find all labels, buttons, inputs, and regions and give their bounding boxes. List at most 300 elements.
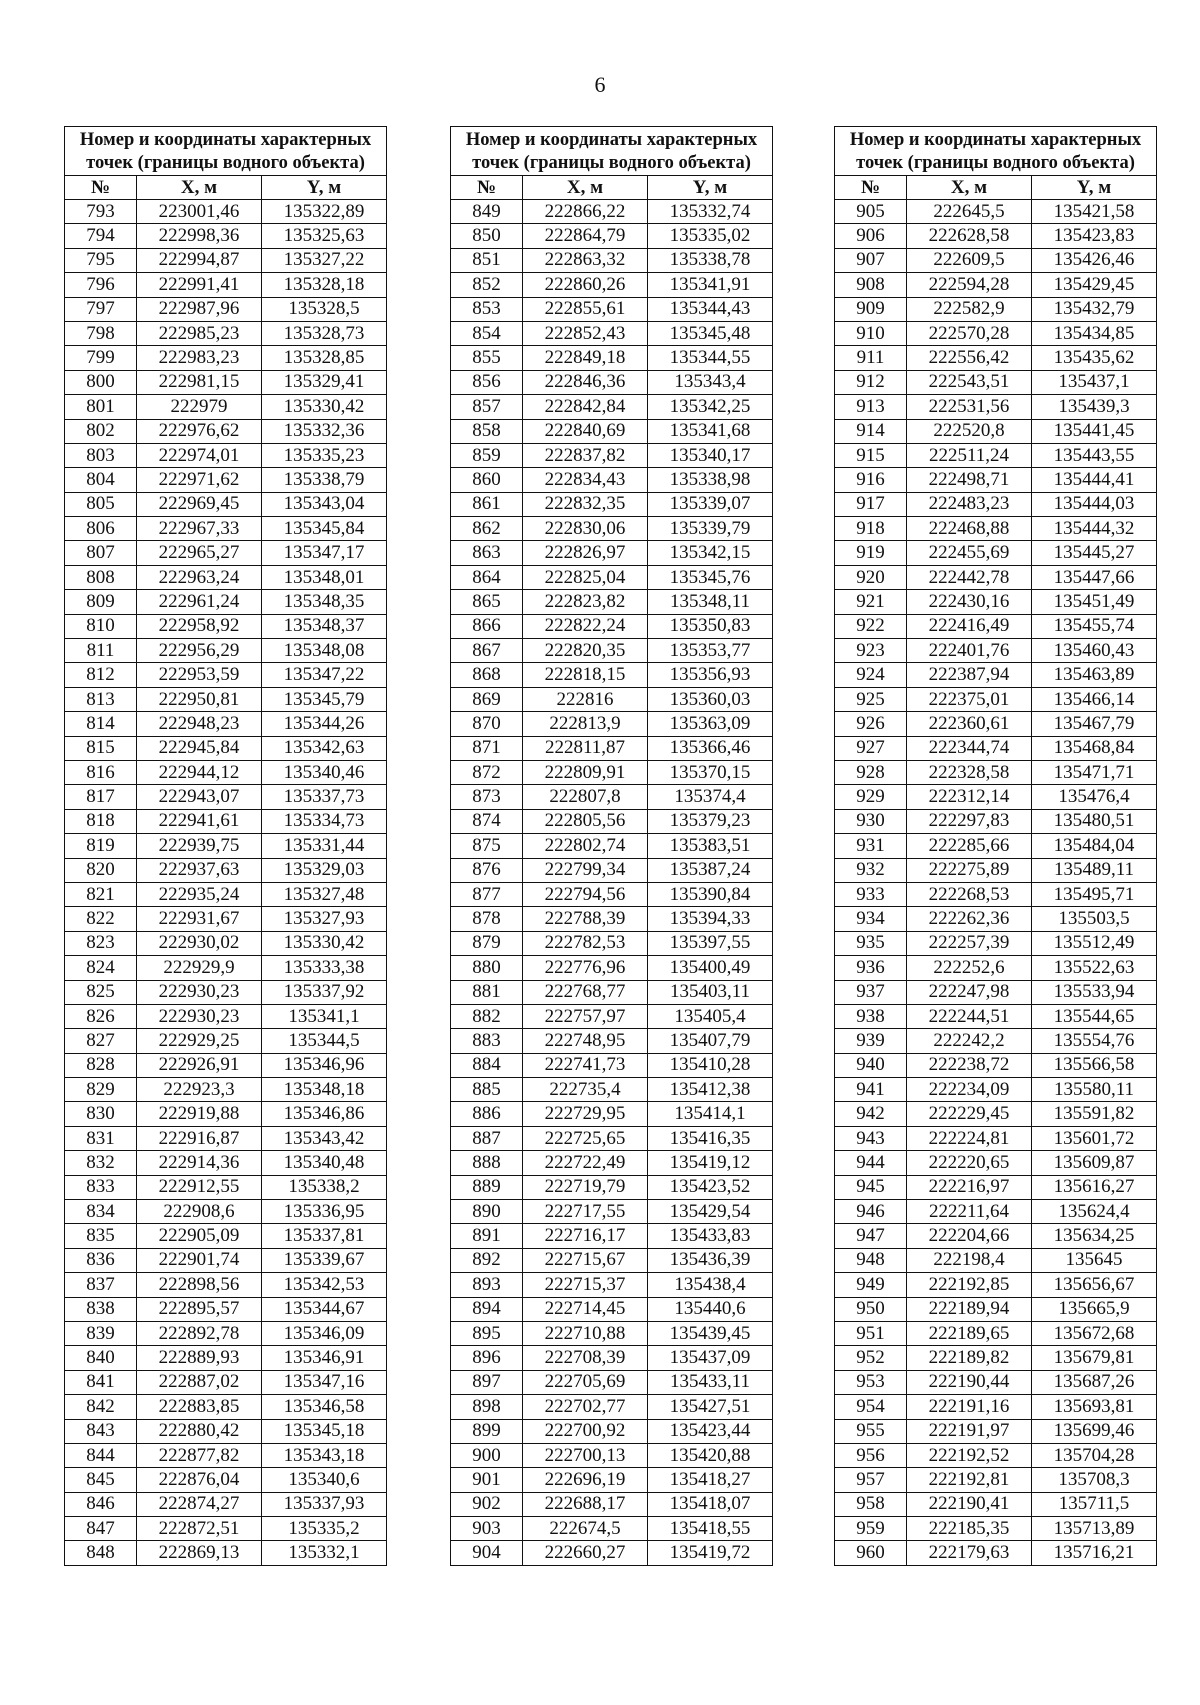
y-coordinate-cell: 135348,35 xyxy=(262,590,387,614)
x-coordinate-cell: 222908,6 xyxy=(137,1200,262,1224)
y-coordinate-cell: 135437,1 xyxy=(1032,370,1157,394)
table-row xyxy=(835,736,1157,760)
x-coordinate-cell: 222788,39 xyxy=(523,907,648,931)
table-row xyxy=(451,639,773,663)
point-number-cell: 946 xyxy=(835,1200,907,1224)
table-title: Номер и координаты характерных точек (границы водного объекта) xyxy=(65,127,387,176)
table-row xyxy=(835,1004,1157,1028)
table-row xyxy=(835,1419,1157,1443)
table-row xyxy=(835,760,1157,784)
x-coordinate-cell: 222877,82 xyxy=(137,1443,262,1467)
y-coordinate-cell: 135340,48 xyxy=(262,1151,387,1175)
y-coordinate-cell: 135338,78 xyxy=(648,248,773,272)
x-coordinate-cell: 222846,36 xyxy=(523,370,648,394)
y-coordinate-cell: 135356,93 xyxy=(648,663,773,687)
x-coordinate-cell: 222809,91 xyxy=(523,760,648,784)
y-coordinate-cell: 135337,81 xyxy=(262,1224,387,1248)
y-coordinate-cell: 135342,25 xyxy=(648,395,773,419)
y-coordinate-cell: 135333,38 xyxy=(262,956,387,980)
x-coordinate-cell: 222191,97 xyxy=(907,1419,1032,1443)
point-number-cell: 799 xyxy=(65,346,137,370)
x-coordinate-cell: 222189,94 xyxy=(907,1297,1032,1321)
y-coordinate-cell: 135616,27 xyxy=(1032,1175,1157,1199)
point-number-cell: 939 xyxy=(835,1029,907,1053)
point-number-cell: 914 xyxy=(835,419,907,443)
column-header-x: X, м xyxy=(907,176,1032,200)
point-number-cell: 800 xyxy=(65,370,137,394)
x-coordinate-cell: 222994,87 xyxy=(137,248,262,272)
x-coordinate-cell: 222674,5 xyxy=(523,1517,648,1541)
y-coordinate-cell: 135451,49 xyxy=(1032,590,1157,614)
page-number: 6 xyxy=(594,72,606,97)
point-number-cell: 876 xyxy=(451,858,523,882)
table-row xyxy=(835,1395,1157,1419)
y-coordinate-cell: 135344,67 xyxy=(262,1297,387,1321)
table-row xyxy=(835,541,1157,565)
y-coordinate-cell: 135329,41 xyxy=(262,370,387,394)
point-number-cell: 908 xyxy=(835,273,907,297)
y-coordinate-cell: 135414,1 xyxy=(648,1102,773,1126)
table-row xyxy=(451,1151,773,1175)
x-coordinate-cell: 222498,71 xyxy=(907,468,1032,492)
x-coordinate-cell: 222832,35 xyxy=(523,492,648,516)
table-row xyxy=(451,1004,773,1028)
table-row xyxy=(65,858,387,882)
table-row xyxy=(835,931,1157,955)
point-number-cell: 926 xyxy=(835,712,907,736)
y-coordinate-cell: 135338,98 xyxy=(648,468,773,492)
point-number-cell: 802 xyxy=(65,419,137,443)
y-coordinate-cell: 135330,42 xyxy=(262,931,387,955)
point-number-cell: 815 xyxy=(65,736,137,760)
table-row xyxy=(835,248,1157,272)
y-coordinate-cell: 135440,6 xyxy=(648,1297,773,1321)
x-coordinate-cell: 222948,23 xyxy=(137,712,262,736)
y-coordinate-cell: 135436,39 xyxy=(648,1248,773,1272)
x-coordinate-cell: 222963,24 xyxy=(137,565,262,589)
point-number-cell: 865 xyxy=(451,590,523,614)
point-number-cell: 831 xyxy=(65,1126,137,1150)
x-coordinate-cell: 222880,42 xyxy=(137,1419,262,1443)
table-row xyxy=(451,760,773,784)
point-number-cell: 843 xyxy=(65,1419,137,1443)
x-coordinate-cell: 222360,61 xyxy=(907,712,1032,736)
table-row xyxy=(835,395,1157,419)
table-row xyxy=(835,517,1157,541)
table-row xyxy=(451,1419,773,1443)
y-coordinate-cell: 135387,24 xyxy=(648,858,773,882)
y-coordinate-cell: 135390,84 xyxy=(648,882,773,906)
table-row xyxy=(65,1004,387,1028)
table-row xyxy=(65,1492,387,1516)
point-number-cell: 912 xyxy=(835,370,907,394)
point-number-cell: 850 xyxy=(451,224,523,248)
y-coordinate-cell: 135433,83 xyxy=(648,1224,773,1248)
coordinates-table xyxy=(450,126,773,1566)
table-row xyxy=(451,736,773,760)
y-coordinate-cell: 135429,45 xyxy=(1032,273,1157,297)
table-row xyxy=(451,1078,773,1102)
x-coordinate-cell: 222929,9 xyxy=(137,956,262,980)
x-coordinate-cell: 222328,58 xyxy=(907,760,1032,784)
x-coordinate-cell: 222262,36 xyxy=(907,907,1032,931)
x-coordinate-cell: 222468,88 xyxy=(907,517,1032,541)
point-number-cell: 794 xyxy=(65,224,137,248)
x-coordinate-cell: 222855,61 xyxy=(523,297,648,321)
y-coordinate-cell: 135340,17 xyxy=(648,443,773,467)
table-row xyxy=(65,1248,387,1272)
point-number-cell: 906 xyxy=(835,224,907,248)
point-number-cell: 839 xyxy=(65,1321,137,1345)
y-coordinate-cell: 135437,09 xyxy=(648,1346,773,1370)
point-number-cell: 907 xyxy=(835,248,907,272)
x-coordinate-cell: 222799,34 xyxy=(523,858,648,882)
y-coordinate-cell: 135679,81 xyxy=(1032,1346,1157,1370)
point-number-cell: 846 xyxy=(65,1492,137,1516)
x-coordinate-cell: 222794,56 xyxy=(523,882,648,906)
point-number-cell: 860 xyxy=(451,468,523,492)
x-coordinate-cell: 222929,25 xyxy=(137,1029,262,1053)
point-number-cell: 868 xyxy=(451,663,523,687)
x-coordinate-cell: 222987,96 xyxy=(137,297,262,321)
x-coordinate-cell: 222442,78 xyxy=(907,565,1032,589)
point-number-cell: 814 xyxy=(65,712,137,736)
table-row xyxy=(835,1126,1157,1150)
point-number-cell: 927 xyxy=(835,736,907,760)
y-coordinate-cell: 135347,16 xyxy=(262,1370,387,1394)
y-coordinate-cell: 135503,5 xyxy=(1032,907,1157,931)
y-coordinate-cell: 135489,11 xyxy=(1032,858,1157,882)
table-row xyxy=(65,370,387,394)
x-coordinate-cell: 222864,79 xyxy=(523,224,648,248)
y-coordinate-cell: 135337,73 xyxy=(262,785,387,809)
y-coordinate-cell: 135341,91 xyxy=(648,273,773,297)
y-coordinate-cell: 135554,76 xyxy=(1032,1029,1157,1053)
table-row xyxy=(835,1468,1157,1492)
table-row xyxy=(835,224,1157,248)
table-row xyxy=(451,1053,773,1077)
table-row xyxy=(451,1224,773,1248)
table-row xyxy=(65,1102,387,1126)
point-number-cell: 869 xyxy=(451,687,523,711)
point-number-cell: 826 xyxy=(65,1004,137,1028)
table-title: Номер и координаты характерных точек (границы водного объекта) xyxy=(835,127,1157,176)
table-row xyxy=(835,443,1157,467)
x-coordinate-cell: 222430,16 xyxy=(907,590,1032,614)
table-row xyxy=(451,907,773,931)
table-row xyxy=(835,1102,1157,1126)
table-row xyxy=(65,1273,387,1297)
x-coordinate-cell: 222229,45 xyxy=(907,1102,1032,1126)
point-number-cell: 937 xyxy=(835,980,907,1004)
x-coordinate-cell: 222748,95 xyxy=(523,1029,648,1053)
point-number-cell: 892 xyxy=(451,1248,523,1272)
x-coordinate-cell: 222811,87 xyxy=(523,736,648,760)
table-row xyxy=(65,956,387,980)
point-number-cell: 816 xyxy=(65,760,137,784)
table-row xyxy=(835,565,1157,589)
table-row xyxy=(835,1517,1157,1541)
table-row xyxy=(65,443,387,467)
y-coordinate-cell: 135419,72 xyxy=(648,1541,773,1565)
x-coordinate-cell: 222818,15 xyxy=(523,663,648,687)
y-coordinate-cell: 135397,55 xyxy=(648,931,773,955)
x-coordinate-cell: 222511,24 xyxy=(907,443,1032,467)
x-coordinate-cell: 222807,8 xyxy=(523,785,648,809)
point-number-cell: 885 xyxy=(451,1078,523,1102)
point-number-cell: 866 xyxy=(451,614,523,638)
y-coordinate-cell: 135342,15 xyxy=(648,541,773,565)
x-coordinate-cell: 222860,26 xyxy=(523,273,648,297)
table-row xyxy=(451,517,773,541)
x-coordinate-cell: 222852,43 xyxy=(523,321,648,345)
table-row xyxy=(451,370,773,394)
y-coordinate-cell: 135342,53 xyxy=(262,1273,387,1297)
table-row xyxy=(65,663,387,687)
point-number-cell: 894 xyxy=(451,1297,523,1321)
table-row xyxy=(65,1297,387,1321)
point-number-cell: 900 xyxy=(451,1443,523,1467)
x-coordinate-cell: 222729,95 xyxy=(523,1102,648,1126)
table-row xyxy=(65,1029,387,1053)
x-coordinate-cell: 222543,51 xyxy=(907,370,1032,394)
x-coordinate-cell: 222190,44 xyxy=(907,1370,1032,1394)
x-coordinate-cell: 222941,61 xyxy=(137,809,262,833)
y-coordinate-cell: 135339,79 xyxy=(648,517,773,541)
x-coordinate-cell: 222242,2 xyxy=(907,1029,1032,1053)
y-coordinate-cell: 135423,52 xyxy=(648,1175,773,1199)
x-coordinate-cell: 222297,83 xyxy=(907,809,1032,833)
y-coordinate-cell: 135418,07 xyxy=(648,1492,773,1516)
x-coordinate-cell: 222609,5 xyxy=(907,248,1032,272)
point-number-cell: 803 xyxy=(65,443,137,467)
x-coordinate-cell: 222971,62 xyxy=(137,468,262,492)
column-header-y: Y, м xyxy=(648,176,773,200)
table-row xyxy=(451,395,773,419)
y-coordinate-cell: 135466,14 xyxy=(1032,687,1157,711)
point-number-cell: 812 xyxy=(65,663,137,687)
point-number-cell: 877 xyxy=(451,882,523,906)
y-coordinate-cell: 135495,71 xyxy=(1032,882,1157,906)
table-row xyxy=(835,1151,1157,1175)
point-number-cell: 872 xyxy=(451,760,523,784)
y-coordinate-cell: 135344,55 xyxy=(648,346,773,370)
x-coordinate-cell: 222985,23 xyxy=(137,321,262,345)
x-coordinate-cell: 222238,72 xyxy=(907,1053,1032,1077)
point-number-cell: 855 xyxy=(451,346,523,370)
y-coordinate-cell: 135347,17 xyxy=(262,541,387,565)
point-number-cell: 857 xyxy=(451,395,523,419)
point-number-cell: 895 xyxy=(451,1321,523,1345)
point-number-cell: 840 xyxy=(65,1346,137,1370)
table-row xyxy=(65,736,387,760)
table-body xyxy=(451,200,773,1566)
table-row xyxy=(451,858,773,882)
point-number-cell: 924 xyxy=(835,663,907,687)
table-row xyxy=(835,639,1157,663)
y-coordinate-cell: 135342,63 xyxy=(262,736,387,760)
table-row xyxy=(65,639,387,663)
y-coordinate-cell: 135656,67 xyxy=(1032,1273,1157,1297)
table-row xyxy=(451,468,773,492)
x-coordinate-cell: 222344,74 xyxy=(907,736,1032,760)
column-header-x: X, м xyxy=(523,176,648,200)
table-row xyxy=(451,1248,773,1272)
point-number-cell: 880 xyxy=(451,956,523,980)
x-coordinate-cell: 222872,51 xyxy=(137,1517,262,1541)
y-coordinate-cell: 135423,44 xyxy=(648,1419,773,1443)
point-number-cell: 805 xyxy=(65,492,137,516)
table-row xyxy=(835,1200,1157,1224)
point-number-cell: 818 xyxy=(65,809,137,833)
x-coordinate-cell: 222923,3 xyxy=(137,1078,262,1102)
x-coordinate-cell: 222401,76 xyxy=(907,639,1032,663)
point-number-cell: 958 xyxy=(835,1492,907,1516)
x-coordinate-cell: 222220,65 xyxy=(907,1151,1032,1175)
y-coordinate-cell: 135360,03 xyxy=(648,687,773,711)
x-coordinate-cell: 222958,92 xyxy=(137,614,262,638)
point-number-cell: 848 xyxy=(65,1541,137,1565)
x-coordinate-cell: 222198,4 xyxy=(907,1248,1032,1272)
table-row xyxy=(835,687,1157,711)
table-row xyxy=(65,1126,387,1150)
y-coordinate-cell: 135439,45 xyxy=(648,1321,773,1345)
point-number-cell: 898 xyxy=(451,1395,523,1419)
y-coordinate-cell: 135713,89 xyxy=(1032,1517,1157,1541)
table-row xyxy=(65,1468,387,1492)
point-number-cell: 851 xyxy=(451,248,523,272)
x-coordinate-cell: 222802,74 xyxy=(523,834,648,858)
x-coordinate-cell: 222826,97 xyxy=(523,541,648,565)
point-number-cell: 835 xyxy=(65,1224,137,1248)
point-number-cell: 948 xyxy=(835,1248,907,1272)
point-number-cell: 836 xyxy=(65,1248,137,1272)
x-coordinate-cell: 222700,92 xyxy=(523,1419,648,1443)
table-row xyxy=(835,273,1157,297)
y-coordinate-cell: 135328,18 xyxy=(262,273,387,297)
x-coordinate-cell: 222741,73 xyxy=(523,1053,648,1077)
x-coordinate-cell: 222830,06 xyxy=(523,517,648,541)
point-number-cell: 928 xyxy=(835,760,907,784)
point-number-cell: 960 xyxy=(835,1541,907,1565)
y-coordinate-cell: 135334,73 xyxy=(262,809,387,833)
x-coordinate-cell: 222979 xyxy=(137,395,262,419)
point-number-cell: 952 xyxy=(835,1346,907,1370)
point-number-cell: 913 xyxy=(835,395,907,419)
point-number-cell: 902 xyxy=(451,1492,523,1516)
x-coordinate-cell: 222840,69 xyxy=(523,419,648,443)
x-coordinate-cell: 222944,12 xyxy=(137,760,262,784)
x-coordinate-cell: 222969,45 xyxy=(137,492,262,516)
point-number-cell: 856 xyxy=(451,370,523,394)
table-row xyxy=(835,370,1157,394)
y-coordinate-cell: 135325,63 xyxy=(262,224,387,248)
column-header-number: № xyxy=(451,176,523,200)
y-coordinate-cell: 135433,11 xyxy=(648,1370,773,1394)
y-coordinate-cell: 135345,76 xyxy=(648,565,773,589)
x-coordinate-cell: 222185,35 xyxy=(907,1517,1032,1541)
x-coordinate-cell: 222912,55 xyxy=(137,1175,262,1199)
point-number-cell: 887 xyxy=(451,1126,523,1150)
y-coordinate-cell: 135350,83 xyxy=(648,614,773,638)
y-coordinate-cell: 135708,3 xyxy=(1032,1468,1157,1492)
table-row xyxy=(451,492,773,516)
y-coordinate-cell: 135330,42 xyxy=(262,395,387,419)
point-number-cell: 858 xyxy=(451,419,523,443)
y-coordinate-cell: 135332,74 xyxy=(648,200,773,224)
x-coordinate-cell: 222914,36 xyxy=(137,1151,262,1175)
point-number-cell: 806 xyxy=(65,517,137,541)
y-coordinate-cell: 135699,46 xyxy=(1032,1419,1157,1443)
y-coordinate-cell: 135434,85 xyxy=(1032,321,1157,345)
y-coordinate-cell: 135455,74 xyxy=(1032,614,1157,638)
point-number-cell: 942 xyxy=(835,1102,907,1126)
y-coordinate-cell: 135463,89 xyxy=(1032,663,1157,687)
y-coordinate-cell: 135332,36 xyxy=(262,419,387,443)
x-coordinate-cell: 222645,5 xyxy=(907,200,1032,224)
x-coordinate-cell: 222570,28 xyxy=(907,321,1032,345)
table-row xyxy=(835,614,1157,638)
y-coordinate-cell: 135444,32 xyxy=(1032,517,1157,541)
point-number-cell: 809 xyxy=(65,590,137,614)
y-coordinate-cell: 135379,23 xyxy=(648,809,773,833)
y-coordinate-cell: 135340,46 xyxy=(262,760,387,784)
x-coordinate-cell: 222901,74 xyxy=(137,1248,262,1272)
x-coordinate-cell: 222869,13 xyxy=(137,1541,262,1565)
y-coordinate-cell: 135327,22 xyxy=(262,248,387,272)
point-number-cell: 893 xyxy=(451,1273,523,1297)
point-number-cell: 823 xyxy=(65,931,137,955)
point-number-cell: 807 xyxy=(65,541,137,565)
y-coordinate-cell: 135429,54 xyxy=(648,1200,773,1224)
point-number-cell: 953 xyxy=(835,1370,907,1394)
table-row xyxy=(835,1492,1157,1516)
point-number-cell: 918 xyxy=(835,517,907,541)
table-row xyxy=(65,809,387,833)
y-coordinate-cell: 135366,46 xyxy=(648,736,773,760)
x-coordinate-cell: 222179,63 xyxy=(907,1541,1032,1565)
y-coordinate-cell: 135331,44 xyxy=(262,834,387,858)
y-coordinate-cell: 135512,49 xyxy=(1032,931,1157,955)
table-row xyxy=(835,956,1157,980)
point-number-cell: 896 xyxy=(451,1346,523,1370)
point-number-cell: 871 xyxy=(451,736,523,760)
x-coordinate-cell: 222705,69 xyxy=(523,1370,648,1394)
point-number-cell: 938 xyxy=(835,1004,907,1028)
point-number-cell: 955 xyxy=(835,1419,907,1443)
y-coordinate-cell: 135343,42 xyxy=(262,1126,387,1150)
point-number-cell: 954 xyxy=(835,1395,907,1419)
table-row xyxy=(451,1273,773,1297)
y-coordinate-cell: 135591,82 xyxy=(1032,1102,1157,1126)
x-coordinate-cell: 222275,89 xyxy=(907,858,1032,882)
x-coordinate-cell: 222776,96 xyxy=(523,956,648,980)
x-coordinate-cell: 222842,84 xyxy=(523,395,648,419)
point-number-cell: 923 xyxy=(835,639,907,663)
x-coordinate-cell: 222192,81 xyxy=(907,1468,1032,1492)
y-coordinate-cell: 135444,41 xyxy=(1032,468,1157,492)
y-coordinate-cell: 135665,9 xyxy=(1032,1297,1157,1321)
x-coordinate-cell: 222874,27 xyxy=(137,1492,262,1516)
table-row xyxy=(65,1395,387,1419)
y-coordinate-cell: 135672,68 xyxy=(1032,1321,1157,1345)
x-coordinate-cell: 222192,85 xyxy=(907,1273,1032,1297)
point-number-cell: 811 xyxy=(65,639,137,663)
point-number-cell: 920 xyxy=(835,565,907,589)
table-row xyxy=(835,1370,1157,1394)
point-number-cell: 915 xyxy=(835,443,907,467)
x-coordinate-cell: 222582,9 xyxy=(907,297,1032,321)
